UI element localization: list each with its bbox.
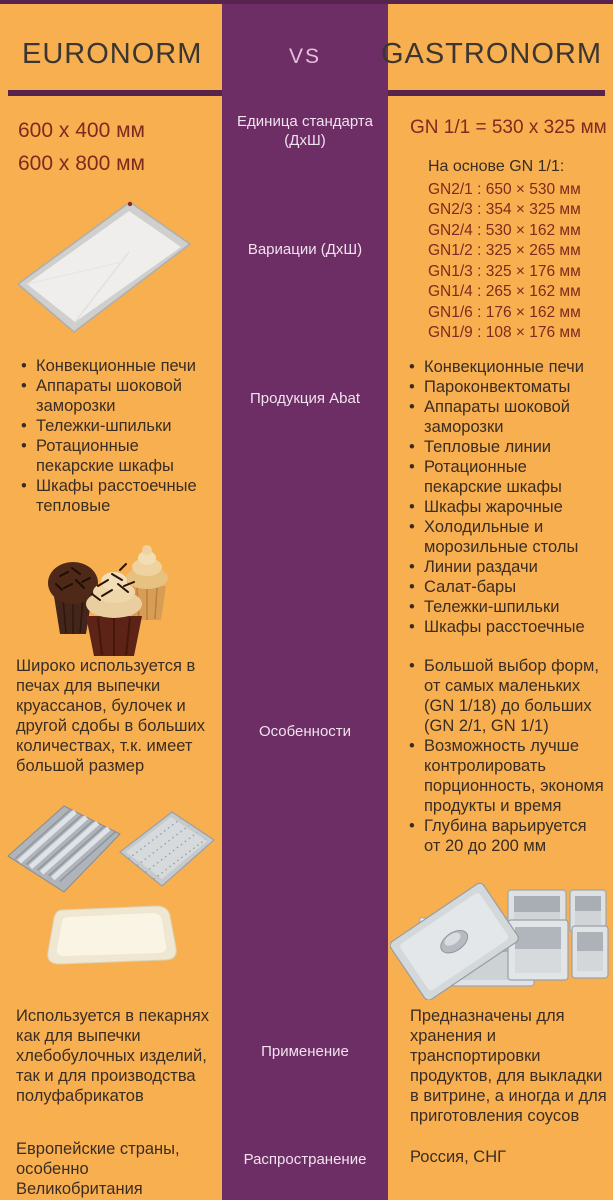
right-header-underline: [388, 90, 605, 96]
flat-baking-tray-image: [12, 192, 198, 337]
euronorm-title: EURONORM: [22, 38, 203, 70]
label-features: Особенности: [258, 723, 352, 740]
list-item: • Тележки-шпильки: [408, 597, 600, 617]
size-line: 600 x 400 мм: [18, 119, 145, 142]
label-variations: Вариации (ДхШ): [247, 241, 363, 258]
list-item: • Аппараты шоковой заморозки: [408, 397, 600, 437]
gastronorm-features-list: [408, 656, 606, 856]
variation-line: GN2/4 : 530 × 162 мм: [428, 221, 581, 239]
top-border-strip: [0, 0, 613, 4]
label-application: Применение: [261, 1043, 349, 1060]
euronorm-application-text: Используется в пекарнях как для выпечки хлебобулочных изделий, так и для производства полуфабрикатов: [16, 1007, 209, 1105]
list-item: • Линии раздачи: [408, 557, 600, 577]
variation-line: GN1/3 : 325 × 176 мм: [428, 262, 581, 280]
label-products: Продукция Abat: [249, 390, 361, 407]
euronorm-standard-sizes: [18, 114, 145, 180]
euronorm-products-list: [20, 356, 202, 516]
list-item: • Холодильные и морозильные столы: [408, 517, 600, 557]
variation-line: GN1/6 : 176 × 162 мм: [428, 303, 581, 321]
variations-list: [428, 180, 581, 344]
list-item: • Ротационные пекарские шкафы: [408, 457, 600, 497]
variation-line: GN2/1 : 650 × 530 мм: [428, 180, 581, 198]
center-column-background: [222, 0, 388, 1200]
gastronorm-application-text: Предназначены для хранения и транспортировки продуктов, для выкладки в витрине, а иногда и для приготовления соусов: [410, 1007, 607, 1125]
list-item: • Глубина варьируется от 20 до 200 мм: [408, 816, 606, 856]
label-distribution: Распространение: [243, 1151, 367, 1168]
gastronorm-variations-block: [428, 157, 581, 344]
vs-label: VS: [288, 45, 321, 68]
euronorm-features-text: Широко используется в печах для выпечки круассанов, булочек и другой сдобы в больших количествах, т.к. имеет большой размер: [16, 657, 205, 775]
gastronorm-title: GASTRONORM: [380, 38, 602, 70]
euronorm-distribution-text: Европейские страны, особенно Великобритания: [16, 1140, 180, 1198]
list-item: • Ротационные пекарские шкафы: [20, 436, 202, 476]
list-item: • Шкафы расстоечные: [408, 617, 600, 637]
gastronorm-distribution-text: Россия, СНГ: [410, 1148, 507, 1166]
variation-line: GN2/3 : 354 × 325 мм: [428, 201, 581, 218]
list-item: • Конвекционные печи: [20, 356, 202, 376]
list-item: • Салат-бары: [408, 577, 600, 597]
list-item: • Тепловые линии: [408, 437, 600, 457]
size-line: 600 x 800 мм: [18, 152, 145, 175]
euronorm-trays-image: [4, 800, 217, 970]
cupcakes-image: [32, 520, 198, 662]
gastronorm-products-list: [408, 357, 600, 637]
list-item: • Аппараты шоковой заморозки: [20, 376, 202, 416]
variation-line: GN1/4 : 265 × 162 мм: [428, 283, 581, 300]
list-item: • Большой выбор форм, от самых маленьких (GN 1/18) до больших (GN 2/1, GN 1/1): [408, 656, 606, 736]
list-item: • Конвекционные печи: [408, 357, 600, 377]
list-item: • Возможность лучше контролировать порционность, экономя продукты и время: [408, 736, 606, 816]
variations-title: На основе GN 1/1:: [428, 158, 565, 175]
list-item: • Шкафы жарочные: [408, 497, 600, 517]
gastronorm-standard-size: GN 1/1 = 530 x 325 мм: [410, 117, 607, 138]
left-header-underline: [8, 90, 222, 96]
list-item: • Шкафы расстоечные тепловые: [20, 476, 202, 516]
label-standard-unit: Единица стандарта (ДхШ): [237, 113, 373, 149]
variation-line: GN1/2 : 325 × 265 мм: [428, 242, 581, 259]
gn-container-set-image: [390, 860, 610, 1000]
variation-line: GN1/9 : 108 × 176 мм: [428, 324, 581, 341]
list-item: • Тележки-шпильки: [20, 416, 202, 436]
list-item: • Пароконвектоматы: [408, 377, 600, 397]
